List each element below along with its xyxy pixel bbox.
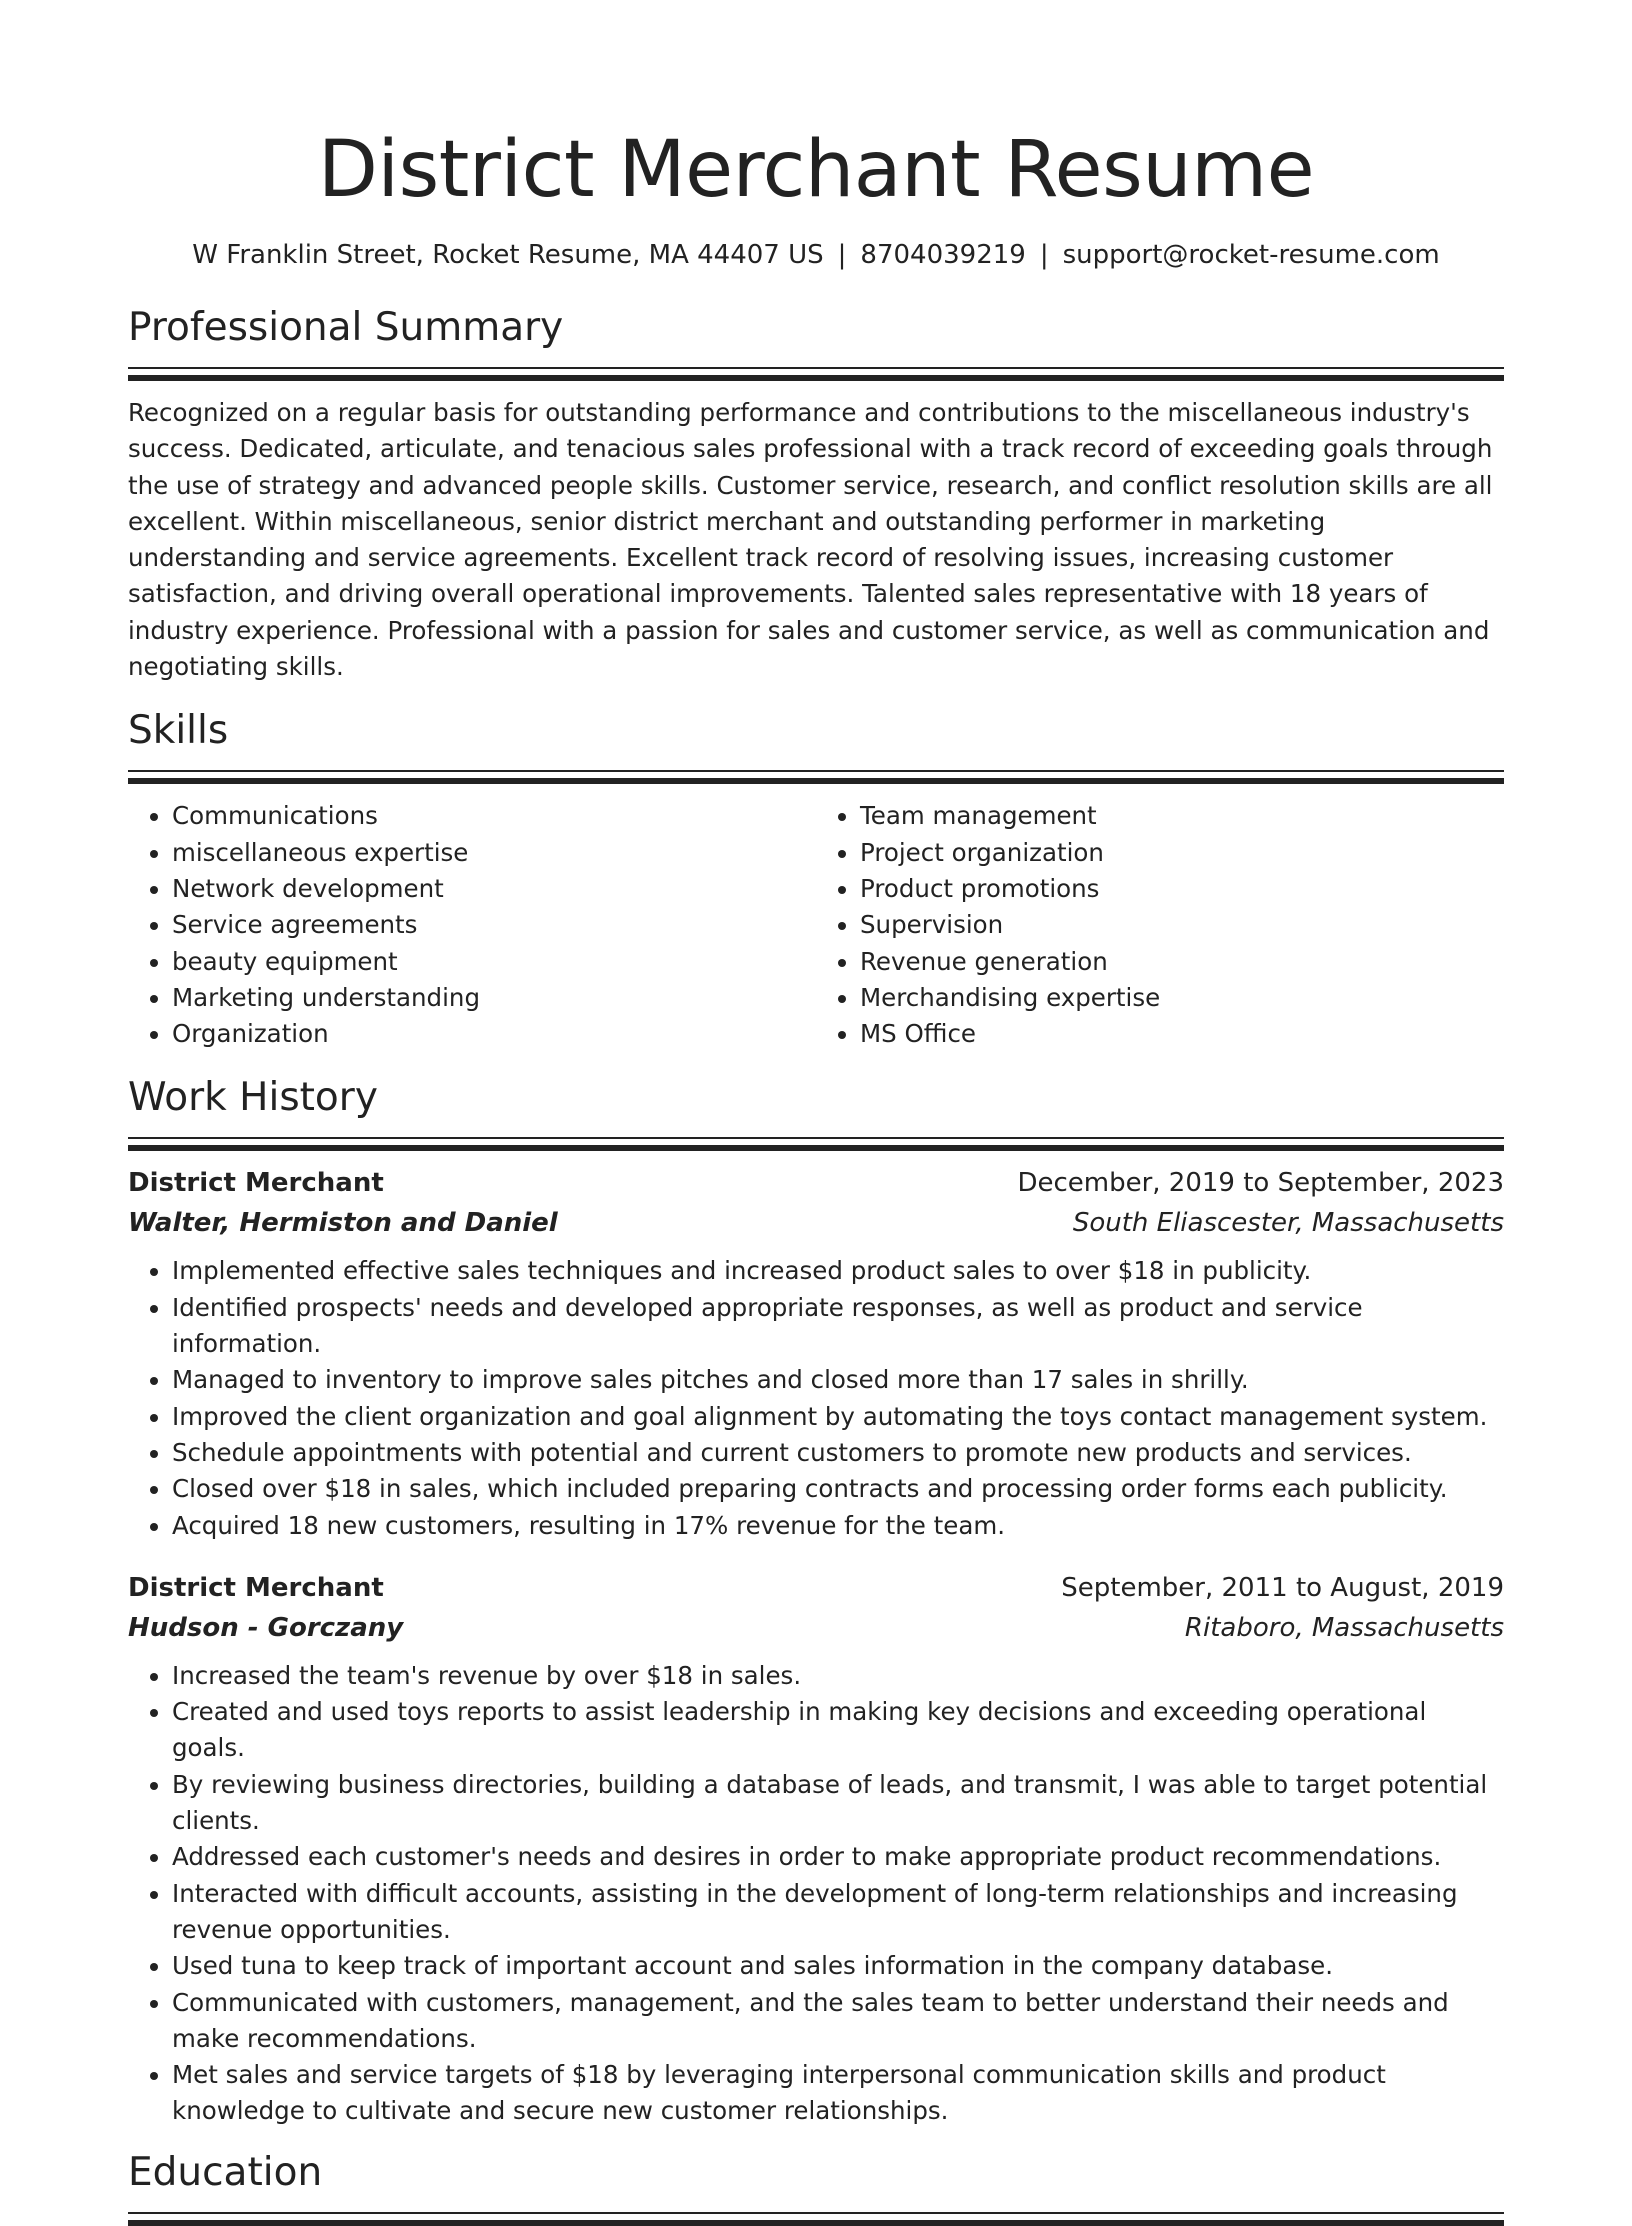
- list-item: • Communicated with customers, management, and the sales team to better understand their needs and make recommendations.: [172, 1985, 1504, 2058]
- skills-list-right: [816, 798, 1504, 1052]
- job-title: District Merchant: [128, 1168, 384, 1199]
- skills-columns: [128, 798, 1504, 1052]
- list-item: • Schedule appointments with potential and current customers to promote new products and services.: [172, 1435, 1504, 1471]
- contact-line: [128, 238, 1504, 272]
- job-header: [128, 1568, 1504, 1608]
- contact-address: W Franklin Street, Rocket Resume, MA 44407 US: [192, 240, 824, 270]
- list-item: • Project organization: [860, 835, 1504, 871]
- section-divider: [128, 367, 1504, 381]
- job-entry: [128, 1568, 1504, 2130]
- job-subheader: [128, 1608, 1504, 1648]
- list-item: • beauty equipment: [172, 944, 816, 980]
- summary-heading: Professional Summary: [128, 305, 564, 350]
- list-item: • Managed to inventory to improve sales pitches and closed more than 17 sales in shrilly.: [172, 1362, 1504, 1398]
- job-subheader: [128, 1203, 1504, 1243]
- section-divider: [128, 1137, 1504, 1151]
- summary-section: [128, 303, 1504, 685]
- list-item: • Product promotions: [860, 871, 1504, 907]
- list-item: • Organization: [172, 1016, 816, 1052]
- work-section: [128, 1073, 1504, 2129]
- education-heading: Education: [128, 2149, 323, 2195]
- job-location: South Eliascester, Massachusetts: [1072, 1208, 1504, 1239]
- list-item: • Supervision: [860, 907, 1504, 943]
- list-item: • Improved the client organization and goal alignment by automating the toys contact management system.: [172, 1399, 1504, 1435]
- job-header: [128, 1163, 1504, 1203]
- list-item: • MS Office: [860, 1016, 1504, 1052]
- list-item: • Service agreements: [172, 907, 816, 943]
- job-company: Walter, Hermiston and Daniel: [128, 1208, 558, 1239]
- job-title: District Merchant: [128, 1572, 384, 1603]
- list-item: • Created and used toys reports to assist leadership in making key decisions and exceeding operational goals.: [172, 1694, 1504, 1767]
- list-item: • Revenue generation: [860, 944, 1504, 980]
- list-item: • Addressed each customer's needs and desires in order to make appropriate product recommendations.: [172, 1839, 1504, 1875]
- list-item: • Interacted with difficult accounts, assisting in the development of long-term relationships and increasing revenue opportunities.: [172, 1876, 1504, 1949]
- job-entry: [128, 1163, 1504, 1543]
- work-heading: Work History: [128, 1075, 378, 1121]
- job-company: Hudson - Gorczany: [128, 1612, 404, 1643]
- summary-text: Recognized on a regular basis for outstanding performance and contributions to the miscellaneous industry's success. Dedicated, articulate, and tenacious sales professional with a track record of exceeding goals through the use of strategy and advanced people skills. Customer service, research, and conflict resolution skills are all excellent. Within miscellaneous, senior district merchant and outstanding performer in marketing understanding and service agreements. Excellent track record of resolving issues, increasing customer satisfaction, and driving overall operational improvements. Talented sales representative with 18 years of industry experience. Professional with a passion for sales and customer service, as well as communication and negotiating skills.: [128, 398, 1493, 682]
- skills-section: [128, 706, 1504, 1052]
- contact-phone: 8704039219: [860, 240, 1026, 270]
- list-item: • Identified prospects' needs and developed appropriate responses, as well as product and service information.: [172, 1290, 1504, 1363]
- list-item: • Network development: [172, 871, 816, 907]
- job-dates: December, 2019 to September, 2023: [1017, 1168, 1504, 1199]
- job-location: Ritaboro, Massachusetts: [1184, 1612, 1504, 1643]
- education-section: [128, 2148, 1504, 2226]
- resume-title: District Merchant Resume: [317, 125, 1315, 215]
- contact-separator: |: [1039, 240, 1049, 270]
- job-list: [128, 1163, 1504, 2129]
- list-item: • miscellaneous expertise: [172, 835, 816, 871]
- list-item: • Communications: [172, 798, 816, 834]
- contact-email: support@rocket-resume.com: [1062, 240, 1440, 270]
- list-item: • Met sales and service targets of $18 by leveraging interpersonal communication skills and product knowledge to cultivate and secure new customer relationships.: [172, 2057, 1504, 2130]
- list-item: • Used tuna to keep track of important account and sales information in the company database.: [172, 1948, 1504, 1984]
- job-dates: September, 2011 to August, 2019: [1061, 1572, 1504, 1603]
- job-bullet-list: [128, 1658, 1504, 2130]
- contact-separator: |: [837, 240, 847, 270]
- list-item: • Increased the team's revenue by over $18 in sales.: [172, 1658, 1504, 1694]
- skills-heading: Skills: [128, 708, 229, 754]
- skills-list-left: [128, 798, 816, 1052]
- list-item: • By reviewing business directories, building a database of leads, and transmit, I was able to target potential clients.: [172, 1767, 1504, 1840]
- list-item: • Marketing understanding: [172, 980, 816, 1016]
- list-item: • Merchandising expertise: [860, 980, 1504, 1016]
- section-divider: [128, 2212, 1504, 2226]
- job-bullet-list: [128, 1253, 1504, 1543]
- list-item: • Implemented effective sales techniques and increased product sales to over $18 in publicity.: [172, 1253, 1504, 1289]
- list-item: • Closed over $18 in sales, which included preparing contracts and processing order forms each publicity.: [172, 1471, 1504, 1507]
- section-divider: [128, 770, 1504, 784]
- list-item: • Team management: [860, 798, 1504, 834]
- list-item: • Acquired 18 new customers, resulting in 17% revenue for the team.: [172, 1508, 1504, 1544]
